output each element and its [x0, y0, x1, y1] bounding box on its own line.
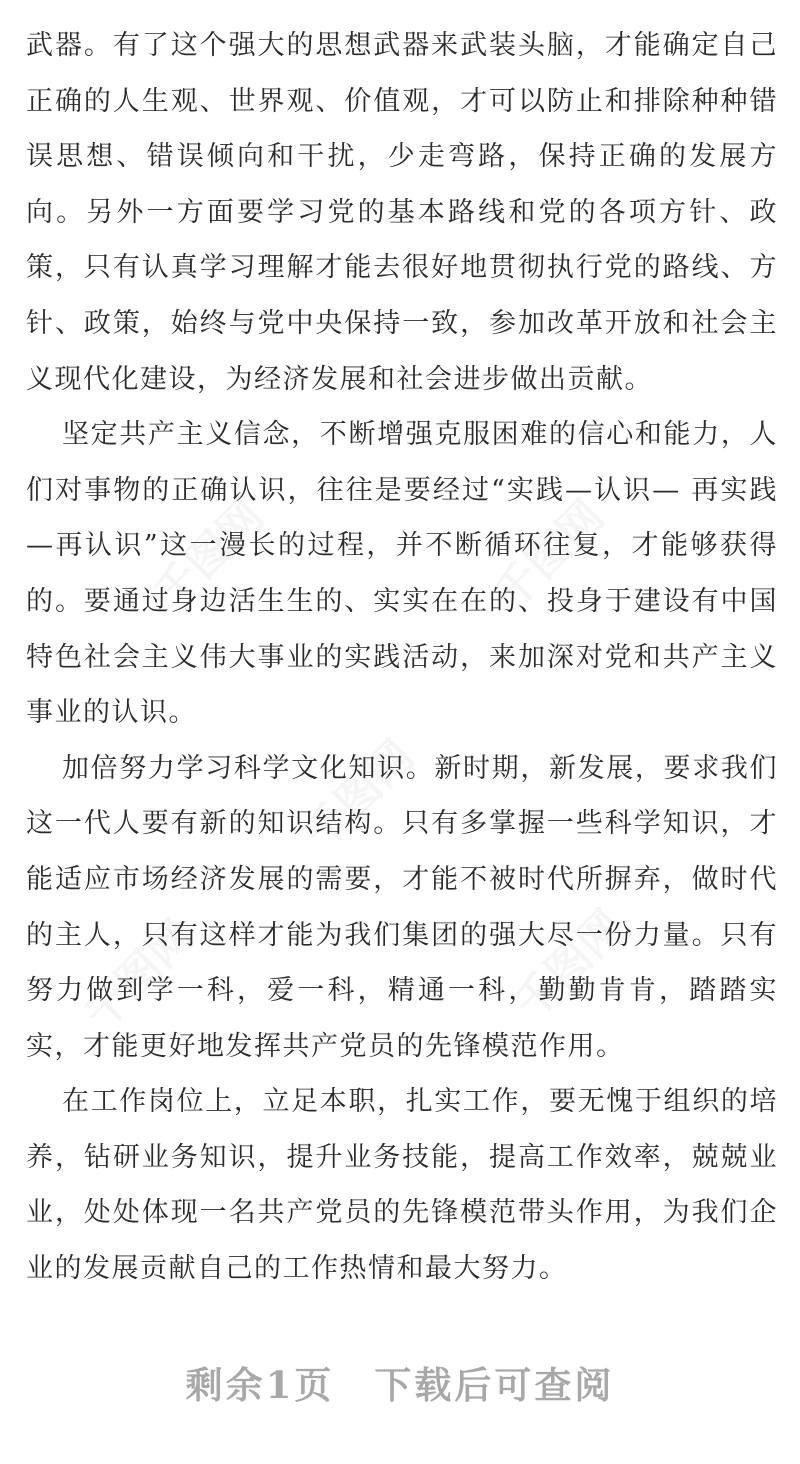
- paragraph-study-knowledge: 加倍努力学习科学文化知识。新时期，新发展，要求我们这一代人要有新的知识结构。只有多掌握一些科学知识，才能适应市场经济发展的需要，才能不被时代所摒弃，做时代的主人，只有这样才能为我们集团的强大尽一份力量。只有努力做到学一科，爱一科，精通一科，勤勤肯肯，踏踏实实，才能更好地发挥共产党员的先锋模范作用。: [26, 752, 778, 1062]
- watermark-1: 千图网: [144, 490, 274, 620]
- document-body: [26, 18, 778, 1297]
- watermark-4: 千图网: [74, 910, 204, 1040]
- watermark-5: 千图网: [504, 900, 634, 1030]
- paragraph-communist-belief: 坚定共产主义信念，不断增强克服困难的信心和能力，人们对事物的正确认识，往往是要经过“实践—认识— 再实践—再认识”这一漫长的过程，并不断循环往复，才能够获得的。要通过身边活生生的、实实在在的、投身于建设有中国特色社会主义伟大事业的实践活动，来加深对党和共产主义事业的认识。: [26, 419, 778, 729]
- watermark-2: 千图网: [484, 490, 614, 620]
- remaining-pages-label: 剩余1页: [185, 1363, 335, 1407]
- watermark-3: 千图网: [294, 730, 424, 860]
- download-hint-label: 下载后可查阅: [374, 1363, 615, 1407]
- download-banner[interactable]: [0, 1355, 800, 1409]
- paragraph-continuation: 武器。有了这个强大的思想武器来武装头脑，才能确定自己正确的人生观、世界观、价值观，才可以防止和排除种种错误思想、错误倾向和干扰，少走弯路，保持正确的发展方向。另外一方面要学习党的基本路线和党的各项方针、政策，只有认真学习理解才能去很好地贯彻执行党的路线、方针、政策，始终与党中央保持一致，参加改革开放和社会主义现代化建设，为经济发展和社会进步做出贡献。: [26, 30, 778, 395]
- paragraph-work-post: 在工作岗位上，立足本职，扎实工作，要无愧于组织的培养，钻研业务知识，提升业务技能，提高工作效率，兢兢业业，处处体现一名共产党员的先锋模范带头作用，为我们企业的发展贡献自己的工作热情和最大努力。: [26, 1086, 778, 1285]
